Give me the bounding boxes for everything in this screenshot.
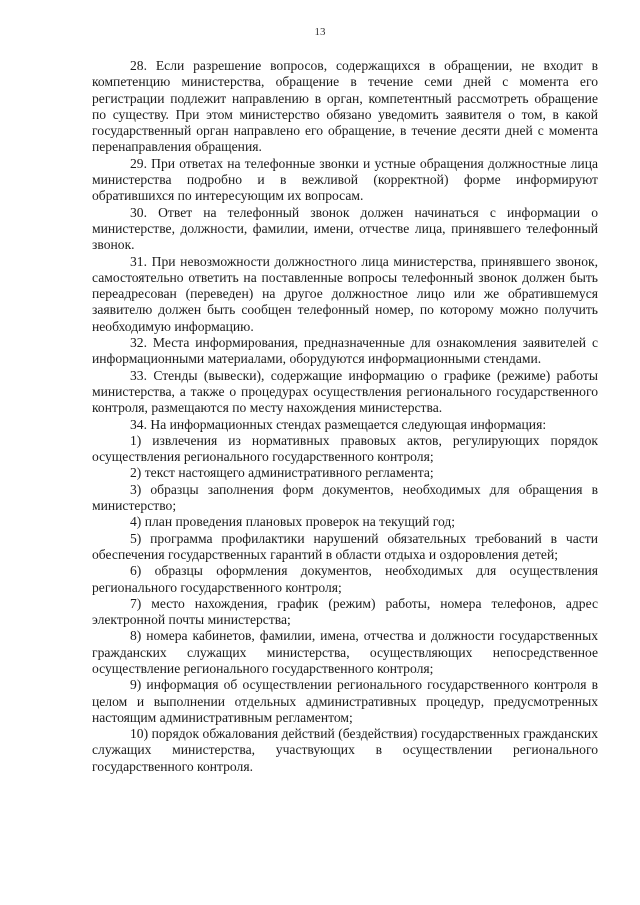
paragraph-31: 31. При невозможности должностного лица министерства, принявшего звонок, самостоятельно ответить на поставленные вопросы телефонный звонок должен быть переадресован (переведен) на другое должностное лицо или же обратившемуся заявителю должен быть сообщен телефонный номер, по которому можно получить необходимую информацию. [92, 253, 598, 334]
list-item-4: 4) план проведения плановых проверок на текущий год; [130, 514, 456, 530]
document-body [92, 58, 598, 775]
list-item-2: 2) текст настоящего административного регламента; [130, 465, 434, 481]
paragraph-34: 34. На информационных стендах размещается следующая информация: [130, 416, 547, 432]
paragraph-29: 29. При ответах на телефонные звонки и устные обращения должностные лица министерства подробно и в вежливой (корректной) форме информируют обратившихся по интересующим их вопросам. [92, 155, 598, 204]
list-item-5: 5) программа профилактики нарушений обязательных требований в части обеспечения государственных гарантий в области отдыха и оздоровления детей; [92, 530, 598, 562]
paragraph-33: 33. Стенды (вывески), содержащие информацию о графике (режиме) работы министерства, а также о процедурах осуществления регионального государственного контроля, размещаются по месту нахождения министерства. [92, 367, 598, 416]
paragraph-28: 28. Если разрешение вопросов, содержащихся в обращении, не входит в компетенцию министерства, обращение в течение семи дней с момента его регистрации подлежит направлению в орган, компетентный рассмотреть обращение по существу. При этом министерство обязано уведомить заявителя о том, в какой государственный орган направлено его обращение, в течение десяти дней с момента перенаправления обращения. [92, 58, 598, 155]
list-item-8: 8) номера кабинетов, фамилии, имена, отчества и должности государственных гражданских служащих министерства, осуществляющих непосредственное осуществление регионального государственного контроля; [92, 628, 598, 676]
list-item-7: 7) место нахождения, график (режим) работы, номера телефонов, адрес электронной почты министерства; [92, 595, 598, 628]
list-item-3: 3) образцы заполнения форм документов, необходимых для обращения в министерство; [92, 481, 598, 514]
list-item-1: 1) извлечения из нормативных правовых актов, регулирующих порядок осуществления регионального государственного контроля; [92, 432, 598, 465]
list-item-10: 10) порядок обжалования действий (бездействия) государственных гражданских служащих министерства, участвующих в осуществлении регионального государственного контроля. [92, 726, 598, 774]
list-item-9: 9) информация об осуществлении регионального государственного контроля в целом и выполнении отдельных административных процедур, предусмотренных настоящим административным регламентом; [92, 677, 598, 725]
paragraph-32: 32. Места информирования, предназначенные для ознакомления заявителей с информационными материалами, оборудуются информационными стендами. [92, 335, 598, 367]
page-number: 13 [314, 26, 326, 38]
list-item-6: 6) образцы оформления документов, необходимых для осуществления регионального государственного контроля; [92, 563, 598, 595]
paragraph-30: 30. Ответ на телефонный звонок должен начинаться с информации о министерстве, должности, фамилии, имени, отчестве лица, принявшего телефонный звонок. [92, 204, 598, 253]
